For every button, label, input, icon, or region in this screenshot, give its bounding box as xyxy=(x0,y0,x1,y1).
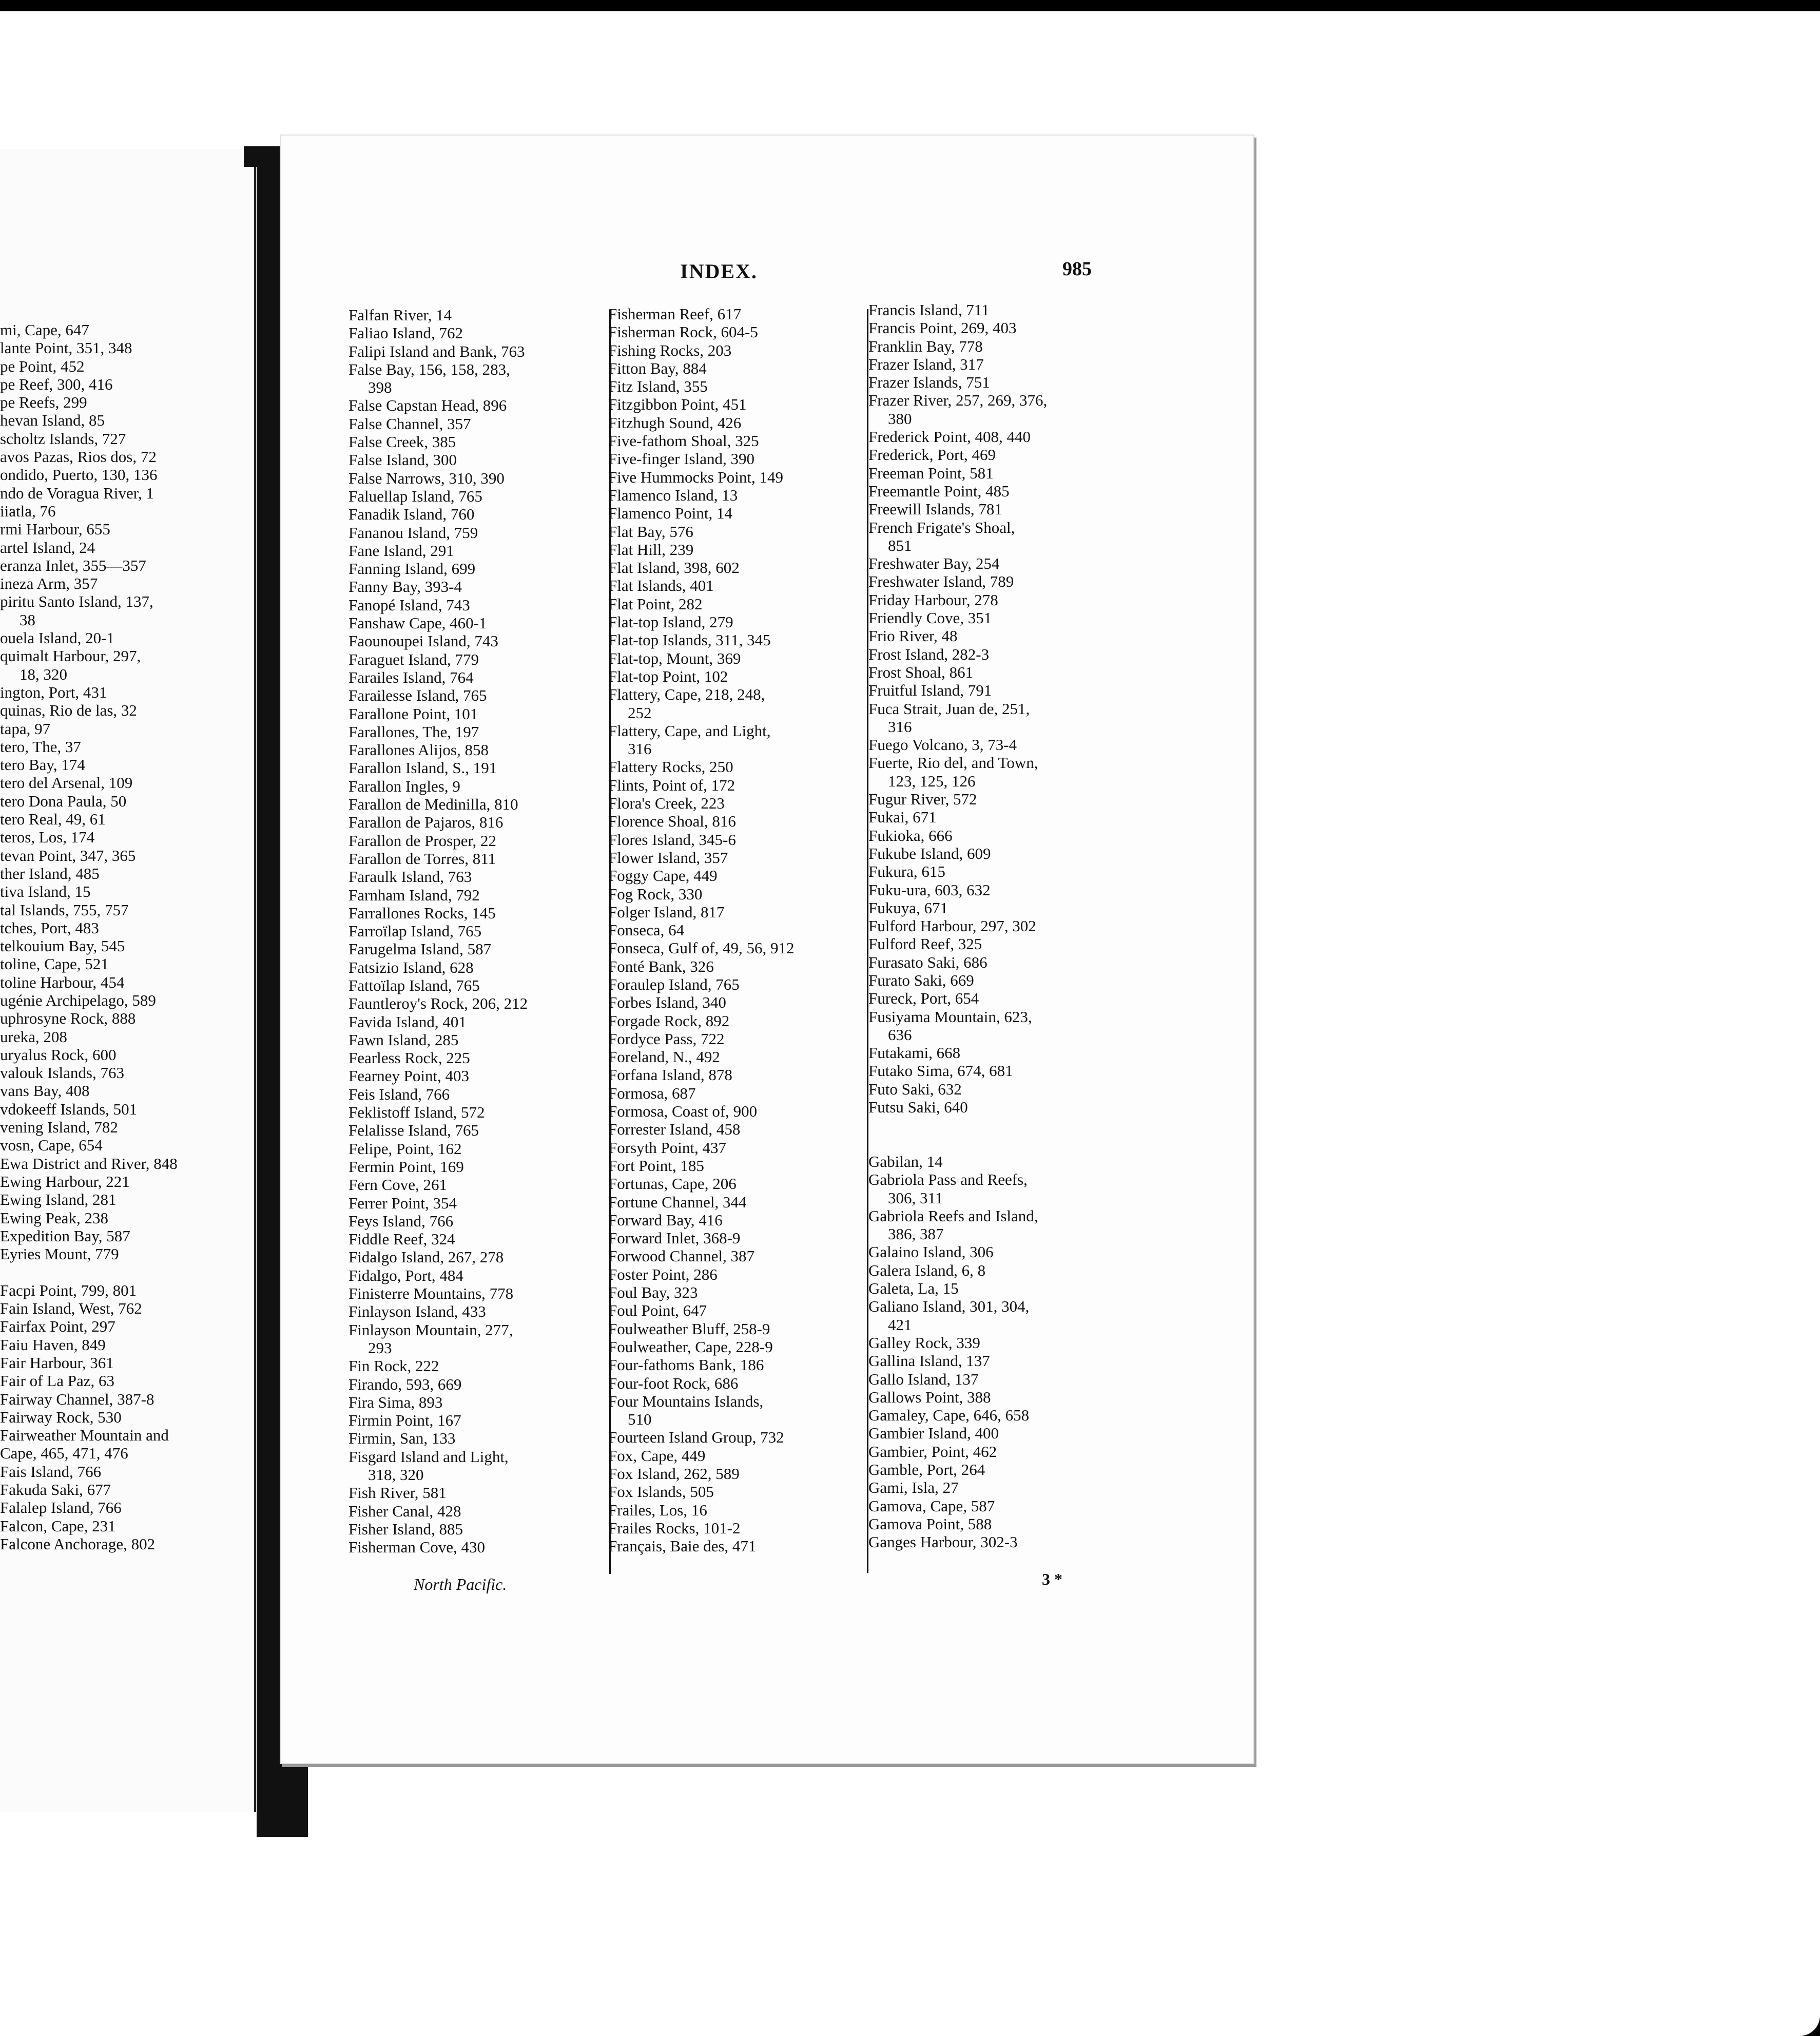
index-entry: Fakuda Saki, 677 xyxy=(0,1481,111,1499)
index-entry: valouk Islands, 763 xyxy=(0,1064,124,1082)
index-entry: Freshwater Bay, 254 xyxy=(868,554,1000,573)
index-entry: Fox Island, 262, 589 xyxy=(608,1465,740,1483)
index-entry: Fulford Harbour, 297, 302 xyxy=(868,917,1036,935)
index-entry: Farnham Island, 792 xyxy=(348,886,480,904)
index-entry: Flamenco Point, 14 xyxy=(608,504,732,523)
index-entry: Futsu Saki, 640 xyxy=(868,1098,968,1117)
left-page-column xyxy=(0,321,178,1553)
index-entry: Galera Island, 6, 8 xyxy=(868,1261,986,1279)
index-entry: Fiddle Reef, 324 xyxy=(348,1230,455,1249)
index-entry: Flints, Point of, 172 xyxy=(608,776,735,794)
index-entry: Forbes Island, 340 xyxy=(608,993,726,1012)
index-entry: Gami, Isla, 27 xyxy=(868,1478,959,1497)
index-entry: Fisgard Island and Light, xyxy=(348,1447,509,1466)
index-entry: Fourteen Island Group, 732 xyxy=(608,1428,784,1447)
index-entry: Fanshaw Cape, 460-1 xyxy=(348,614,487,632)
index-entry: Forgade Rock, 892 xyxy=(608,1011,730,1030)
index-entry: Flower Island, 357 xyxy=(608,848,728,867)
index-entry: Frailes Rocks, 101-2 xyxy=(608,1519,741,1537)
index-entry: Fatsizio Island, 628 xyxy=(348,958,474,976)
index-entry: tero Real, 49, 61 xyxy=(0,810,106,829)
index-entry: Fisherman Reef, 617 xyxy=(608,305,742,323)
index-entry: 636 xyxy=(888,1025,912,1044)
index-entry: Felipe, Point, 162 xyxy=(348,1139,462,1158)
index-entry: False Creek, 385 xyxy=(348,433,456,451)
index-entry: Français, Baie des, 471 xyxy=(608,1537,757,1555)
index-entry: Forward Inlet, 368-9 xyxy=(608,1229,741,1247)
index-entry: Formosa, Coast of, 900 xyxy=(608,1102,758,1121)
index-entry: tapa, 97 xyxy=(0,719,51,738)
index-entry: Forward Bay, 416 xyxy=(608,1211,723,1229)
index-entry: Gabriola Pass and Reefs, xyxy=(868,1170,1028,1189)
index-entry: toline Harbour, 454 xyxy=(0,973,125,991)
index-entry: Freeman Point, 581 xyxy=(868,464,994,482)
index-entry: Gamova, Cape, 587 xyxy=(868,1496,995,1515)
index-entry: Faraulk Island, 763 xyxy=(348,868,472,886)
index-entry: Farallon de Medinilla, 810 xyxy=(348,795,518,814)
index-entry: False Narrows, 310, 390 xyxy=(348,469,505,487)
index-entry: eranza Inlet, 355—357 xyxy=(0,556,146,574)
index-entry: Firmin, San, 133 xyxy=(348,1429,456,1448)
index-entry: Frost Island, 282-3 xyxy=(868,645,990,663)
index-entry: Flat Hill, 239 xyxy=(608,540,694,559)
index-entry: Five-fathom Shoal, 325 xyxy=(608,432,759,450)
index-entry: Falalep Island, 766 xyxy=(0,1499,122,1517)
index-entry: Flora's Creek, 223 xyxy=(608,794,725,813)
index-entry: Galley Rock, 339 xyxy=(868,1333,980,1352)
index-entry: 851 xyxy=(888,536,912,554)
index-entry: pe Reef, 300, 416 xyxy=(0,375,113,393)
index-entry: Formosa, 687 xyxy=(608,1084,696,1102)
index-entry: Flat Bay, 576 xyxy=(608,522,693,541)
index-entry: 306, 311 xyxy=(888,1188,943,1207)
index-entry: Four-foot Rock, 686 xyxy=(608,1374,739,1392)
index-entry: Faliao Island, 762 xyxy=(348,324,463,342)
index-entry: Fortunas, Cape, 206 xyxy=(608,1175,737,1193)
index-entry: Flamenco Island, 13 xyxy=(608,486,738,504)
index-entry: Fuego Volcano, 3, 73-4 xyxy=(868,736,1017,754)
page-number: 985 xyxy=(1062,258,1092,280)
index-entry: Fukai, 671 xyxy=(868,808,937,827)
index-entry: Fearless Rock, 225 xyxy=(348,1049,470,1067)
index-entry: hevan Island, 85 xyxy=(0,411,105,430)
index-entry: French Frigate's Shoal, xyxy=(868,518,1015,536)
index-entry: Forrester Island, 458 xyxy=(608,1120,741,1139)
index-entry: Gamova Point, 588 xyxy=(868,1514,992,1533)
page-header-title: INDEX. xyxy=(680,260,758,283)
index-entry: Fawn Island, 285 xyxy=(348,1030,459,1049)
index-entry: artel Island, 24 xyxy=(0,538,95,556)
index-entry: Favida Island, 401 xyxy=(348,1012,467,1031)
index-entry: Finisterre Mountains, 778 xyxy=(348,1284,514,1303)
index-entry: Five-finger Island, 390 xyxy=(608,450,754,468)
index-column-2 xyxy=(608,305,794,1555)
index-entry: Fortune Channel, 344 xyxy=(608,1193,747,1211)
index-entry: Fairway Rock, 530 xyxy=(0,1408,122,1426)
index-entry: Feis Island, 766 xyxy=(348,1085,450,1103)
index-entry: tal Islands, 755, 757 xyxy=(0,900,129,919)
index-entry: Frailes, Los, 16 xyxy=(608,1501,707,1519)
index-entry: Foster Point, 286 xyxy=(608,1265,718,1283)
index-entry: Falfan River, 14 xyxy=(348,306,452,324)
index-entry: Fukube Island, 609 xyxy=(868,844,991,862)
index-entry: Frazer River, 257, 269, 376, xyxy=(868,391,1048,410)
index-entry: Friday Harbour, 278 xyxy=(868,590,998,609)
index-entry: Fane Island, 291 xyxy=(348,541,454,560)
index-entry: Four Mountains Islands, xyxy=(608,1392,764,1410)
index-entry: Firando, 593, 669 xyxy=(348,1375,462,1393)
index-entry: Fukuya, 671 xyxy=(868,898,948,917)
index-entry: Firmin Point, 167 xyxy=(348,1411,461,1430)
index-entry: Fisherman Cove, 430 xyxy=(348,1538,486,1557)
index-entry: Fog Rock, 330 xyxy=(608,885,703,903)
index-entry: Flattery, Cape, 218, 248, xyxy=(608,685,765,704)
index-entry: Frazer Island, 317 xyxy=(868,355,984,373)
index-entry: Foul Bay, 323 xyxy=(608,1283,698,1302)
index-entry: tevan Point, 347, 365 xyxy=(0,846,136,865)
index-entry: Fukioka, 666 xyxy=(868,826,953,844)
index-entry: Fais Island, 766 xyxy=(0,1462,102,1481)
index-entry: Fisher Island, 885 xyxy=(348,1520,463,1538)
index-entry: Fox Islands, 505 xyxy=(608,1483,714,1501)
index-entry: tches, Port, 483 xyxy=(0,918,99,937)
index-entry: Forwood Channel, 387 xyxy=(608,1247,755,1265)
index-entry: Facpi Point, 799, 801 xyxy=(0,1281,137,1299)
index-entry: 252 xyxy=(628,703,652,722)
index-entry: Fuca Strait, Juan de, 251, xyxy=(868,699,1030,718)
index-entry: False Island, 300 xyxy=(348,451,457,469)
left-page-fragment xyxy=(0,149,256,1812)
index-entry: Fox, Cape, 449 xyxy=(608,1446,706,1465)
index-entry: Farallon de Prosper, 22 xyxy=(348,831,497,850)
index-entry: Fain Island, West, 762 xyxy=(0,1299,142,1318)
index-entry: 398 xyxy=(368,378,392,397)
index-entry: Flattery, Cape, and Light, xyxy=(608,721,771,740)
index-entry: Fair Harbour, 361 xyxy=(0,1353,114,1372)
index-entry: ondido, Puerto, 130, 136 xyxy=(0,466,158,484)
index-entry: Fitzhugh Sound, 426 xyxy=(608,413,742,432)
index-entry: Fin Rock, 222 xyxy=(348,1357,439,1375)
index-entry: Francis Island, 711 xyxy=(868,301,990,319)
index-entry: Gambier Island, 400 xyxy=(868,1424,999,1443)
index-entry: Finlayson Island, 433 xyxy=(348,1302,486,1321)
index-entry: Flat-top, Mount, 369 xyxy=(608,649,741,667)
index-entry: Gallows Point, 388 xyxy=(868,1388,991,1406)
index-entry: Ewing Island, 281 xyxy=(0,1190,117,1209)
index-entry: 38 xyxy=(20,610,35,629)
index-entry: Farailes Island, 764 xyxy=(348,668,474,686)
index-entry: Falcone Anchorage, 802 xyxy=(0,1534,156,1553)
index-entry: quinas, Rio de las, 32 xyxy=(0,701,137,720)
index-entry: Fanopé Island, 743 xyxy=(348,596,470,614)
index-entry: Foggy Cape, 449 xyxy=(608,867,718,885)
index-entry: Foul Point, 647 xyxy=(608,1301,707,1320)
index-entry: 510 xyxy=(628,1410,652,1429)
index-entry: Felalisse Island, 765 xyxy=(348,1121,479,1140)
index-entry: 421 xyxy=(888,1315,912,1334)
index-entry: Falcon, Cape, 231 xyxy=(0,1516,116,1535)
index-entry: 386, 387 xyxy=(888,1225,944,1243)
index-entry: Freemantle Point, 485 xyxy=(868,482,1010,500)
index-entry: Ganges Harbour, 302-3 xyxy=(868,1533,1018,1551)
index-entry: Fananou Island, 759 xyxy=(348,523,478,542)
index-entry: ouela Island, 20-1 xyxy=(0,629,114,647)
index-entry: scholtz Islands, 727 xyxy=(0,429,126,448)
index-entry: Ewing Peak, 238 xyxy=(0,1208,108,1227)
index-entry: Fordyce Pass, 722 xyxy=(608,1029,725,1048)
index-entry: Farroïlap Island, 765 xyxy=(348,922,482,940)
index-entry: pe Reefs, 299 xyxy=(0,393,87,412)
index-entry: Fort Point, 185 xyxy=(608,1156,704,1175)
index-entry: Faluellap Island, 765 xyxy=(348,487,482,505)
index-entry: Farrallones Rocks, 145 xyxy=(348,904,496,922)
index-entry: ther Island, 485 xyxy=(0,864,100,882)
index-entry: tero Bay, 174 xyxy=(0,756,85,774)
index-entry: Falipi Island and Bank, 763 xyxy=(348,342,525,360)
index-entry: Gallina Island, 137 xyxy=(868,1352,990,1370)
footer-signature-right: 3 * xyxy=(1042,1570,1062,1588)
index-entry: False Bay, 156, 158, 283, xyxy=(348,360,510,378)
index-entry: vans Bay, 408 xyxy=(0,1082,90,1100)
index-entry: avos Pazas, Rios dos, 72 xyxy=(0,448,157,466)
index-entry: lante Point, 351, 348 xyxy=(0,339,132,357)
index-entry: Folger Island, 817 xyxy=(608,902,725,921)
index-entry: teros, Los, 174 xyxy=(0,828,95,847)
index-entry: piritu Santo Island, 137, xyxy=(0,592,153,611)
index-entry xyxy=(868,1135,1047,1153)
index-entry: Frost Shoal, 861 xyxy=(868,663,974,681)
index-entry: Galeta, La, 15 xyxy=(868,1279,959,1298)
index-entry: Faiu Haven, 849 xyxy=(0,1335,106,1354)
index-entry: Flores Island, 345-6 xyxy=(608,830,736,849)
index-entry: Fattoïlap Island, 765 xyxy=(348,976,480,994)
index-entry: Fanadik Island, 760 xyxy=(348,505,475,524)
index-entry: Freewill Islands, 781 xyxy=(868,500,1002,518)
index-entry: Farallone Point, 101 xyxy=(348,704,478,723)
index-entry: Faraguet Island, 779 xyxy=(348,650,479,668)
index-entry: Flat-top Island, 279 xyxy=(608,613,733,631)
index-entry: tiva Island, 15 xyxy=(0,882,91,901)
index-entry: Fermin Point, 169 xyxy=(348,1157,464,1176)
index-entry: vening Island, 782 xyxy=(0,1118,118,1137)
index-entry: rmi Harbour, 655 xyxy=(0,520,110,539)
index-entry: Fishing Rocks, 203 xyxy=(608,341,732,359)
index-entry: Gabriola Reefs and Island, xyxy=(868,1206,1038,1225)
index-entry: vosn, Cape, 654 xyxy=(0,1136,103,1155)
index-entry: toline, Cape, 521 xyxy=(0,955,109,973)
index-entry: Gallo Island, 137 xyxy=(868,1370,979,1388)
index-entry: Galiano Island, 301, 304, xyxy=(868,1297,1030,1316)
index-entry: Fish River, 581 xyxy=(348,1484,447,1502)
index-entry: uphrosyne Rock, 888 xyxy=(0,1009,136,1028)
index-entry: Francis Point, 269, 403 xyxy=(868,319,1017,337)
index-entry: Ewa District and River, 848 xyxy=(0,1154,178,1173)
index-entry: Fairway Channel, 387-8 xyxy=(0,1390,154,1408)
index-entry: Foulweather, Cape, 228-9 xyxy=(608,1337,773,1356)
index-entry: Flat-top Islands, 311, 345 xyxy=(608,631,771,649)
index-entry: Expedition Bay, 587 xyxy=(0,1226,130,1245)
index-entry: mi, Cape, 647 xyxy=(0,321,89,339)
index-entry: Eyries Mount, 779 xyxy=(0,1245,119,1263)
index-entry: Fusiyama Mountain, 623, xyxy=(868,1007,1032,1026)
index-entry: Frederick Point, 408, 440 xyxy=(868,428,1031,446)
index-entry: Fanny Bay, 393-4 xyxy=(348,578,462,596)
index-entry: ureka, 208 xyxy=(0,1027,67,1046)
index-entry: Futo Saki, 632 xyxy=(868,1080,962,1098)
index-entry: Fisherman Rock, 604-5 xyxy=(608,323,758,341)
index-entry: Farallon de Torres, 811 xyxy=(348,849,496,868)
index-entry: Ferrer Point, 354 xyxy=(348,1194,457,1212)
index-entry: Foreland, N., 492 xyxy=(608,1048,720,1066)
index-entry: 293 xyxy=(368,1338,392,1357)
index-entry: quimalt Harbour, 297, xyxy=(0,647,141,665)
index-entry: pe Point, 452 xyxy=(0,357,85,375)
index-entry: Frazer Islands, 751 xyxy=(868,373,990,392)
index-entry: Farallon Ingles, 9 xyxy=(348,777,460,795)
index-entry: Fitz Island, 355 xyxy=(608,377,708,396)
index-entry: Finlayson Mountain, 277, xyxy=(348,1320,513,1339)
index-entry: tero del Arsenal, 109 xyxy=(0,774,133,792)
index-entry: ugénie Archipelago, 589 xyxy=(0,991,156,1009)
index-entry: Fitzgibbon Point, 451 xyxy=(608,395,747,414)
index-entry: tero Dona Paula, 50 xyxy=(0,792,127,810)
index-entry: Fidalgo Island, 267, 278 xyxy=(348,1248,504,1266)
index-entry: Gambier, Point, 462 xyxy=(868,1442,997,1461)
index-entry xyxy=(868,1116,1047,1134)
index-entry: Flat Island, 398, 602 xyxy=(608,559,740,577)
index-entry: Farallon de Pajaros, 816 xyxy=(348,813,504,832)
index-entry: Furasato Saki, 686 xyxy=(868,953,988,971)
index-entry: Farugelma Island, 587 xyxy=(348,940,492,958)
index-entry: Fuerte, Rio del, and Town, xyxy=(868,754,1038,772)
index-entry: Farailesse Island, 765 xyxy=(348,686,487,705)
index-entry: Fonseca, Gulf of, 49, 56, 912 xyxy=(608,939,795,957)
index-entry: tero, The, 37 xyxy=(0,737,81,756)
index-entry: telkouium Bay, 545 xyxy=(0,937,125,955)
index-entry: Fern Cove, 261 xyxy=(348,1176,448,1194)
index-entry: Flat Islands, 401 xyxy=(608,577,714,595)
index-entry: Fonseca, 64 xyxy=(608,921,685,939)
index-entry: Fulford Reef, 325 xyxy=(868,935,982,953)
index-entry: False Channel, 357 xyxy=(348,414,471,433)
index-entry: ineza Arm, 357 xyxy=(0,574,98,593)
index-entry: Florence Shoal, 816 xyxy=(608,812,736,831)
footer-signature-left: North Pacific. xyxy=(414,1575,507,1593)
index-entry: Forsyth Point, 437 xyxy=(608,1138,726,1157)
index-column-3 xyxy=(868,301,1047,1551)
index-entry: Fisher Canal, 428 xyxy=(348,1502,461,1520)
index-entry: Fidalgo, Port, 484 xyxy=(348,1266,463,1284)
index-entry: Franklin Bay, 778 xyxy=(868,337,983,355)
index-column-1 xyxy=(348,306,528,1556)
index-entry: vdokeeff Islands, 501 xyxy=(0,1100,138,1118)
index-entry: Fuku-ura, 603, 632 xyxy=(868,880,991,899)
index-entry: Feys Island, 766 xyxy=(348,1212,454,1230)
index-entry: Furato Saki, 669 xyxy=(868,971,974,989)
index-entry: Feklistoff Island, 572 xyxy=(348,1103,485,1122)
index-entry: Five Hummocks Point, 149 xyxy=(608,468,784,486)
scan-top-edge xyxy=(0,0,1820,11)
index-entry: Frio River, 48 xyxy=(868,627,958,645)
index-entry: Faounoupei Island, 743 xyxy=(348,632,498,650)
index-entry: uryalus Rock, 600 xyxy=(0,1045,117,1064)
index-entry: Flat-top Point, 102 xyxy=(608,667,728,685)
index-entry: Futako Sima, 674, 681 xyxy=(868,1062,1013,1080)
index-entry: Fureck, Port, 654 xyxy=(868,989,979,1008)
index-entry: Fitton Bay, 884 xyxy=(608,359,707,377)
index-entry: 18, 320 xyxy=(20,665,67,683)
index-entry: ington, Port, 431 xyxy=(0,683,107,701)
index-entry: Ewing Harbour, 221 xyxy=(0,1172,130,1190)
index-entry: Fairfax Point, 297 xyxy=(0,1317,115,1336)
index-entry: Flattery Rocks, 250 xyxy=(608,758,733,776)
index-entry: Foulweather Bluff, 258-9 xyxy=(608,1319,770,1338)
index-entry: Farallones Alijos, 858 xyxy=(348,741,489,759)
index-entry: Galaino Island, 306 xyxy=(868,1243,994,1261)
index-entry: Fearney Point, 403 xyxy=(348,1067,470,1085)
index-entry: Flat Point, 282 xyxy=(608,594,703,613)
index-entry: Fira Sima, 893 xyxy=(348,1393,443,1411)
index-entry: Gabilan, 14 xyxy=(868,1152,943,1170)
index-entry: 123, 125, 126 xyxy=(888,772,976,790)
index-entry: Foraulep Island, 765 xyxy=(608,975,740,993)
index-entry: Frederick, Port, 469 xyxy=(868,446,996,464)
index-entry xyxy=(0,1263,178,1281)
index-entry: Farallon Island, S., 191 xyxy=(348,759,497,777)
index-entry: False Capstan Head, 896 xyxy=(348,396,507,415)
index-entry: Fugur River, 572 xyxy=(868,790,977,809)
index-entry: Fairweather Mountain and xyxy=(0,1426,169,1445)
right-page xyxy=(280,135,1254,1764)
index-entry: Friendly Cove, 351 xyxy=(868,609,992,627)
index-entry: Farallones, The, 197 xyxy=(348,722,479,741)
index-entry: Gamaley, Cape, 646, 658 xyxy=(868,1406,1030,1425)
index-entry: Fauntleroy's Rock, 206, 212 xyxy=(348,994,528,1013)
index-entry: Fruitful Island, 791 xyxy=(868,681,992,700)
index-entry: Fukura, 615 xyxy=(868,862,945,881)
index-entry: Gamble, Port, 264 xyxy=(868,1461,985,1478)
index-entry: 316 xyxy=(888,717,912,736)
index-entry: Fonté Bank, 326 xyxy=(608,957,714,975)
index-entry: Cape, 465, 471, 476 xyxy=(0,1444,128,1463)
index-entry: Futakami, 668 xyxy=(868,1044,961,1062)
index-entry: Four-fathoms Bank, 186 xyxy=(608,1356,764,1374)
index-entry: 316 xyxy=(628,740,652,758)
index-entry: Forfana Island, 878 xyxy=(608,1066,732,1084)
index-entry: 318, 320 xyxy=(368,1466,424,1484)
index-entry: ndo de Voragua River, 1 xyxy=(0,484,154,502)
index-entry: Fair of La Paz, 63 xyxy=(0,1372,114,1390)
index-entry: Fanning Island, 699 xyxy=(348,560,476,578)
index-entry: 380 xyxy=(888,409,912,428)
index-entry: Freshwater Island, 789 xyxy=(868,572,1014,591)
index-entry: iiatla, 76 xyxy=(0,502,56,520)
